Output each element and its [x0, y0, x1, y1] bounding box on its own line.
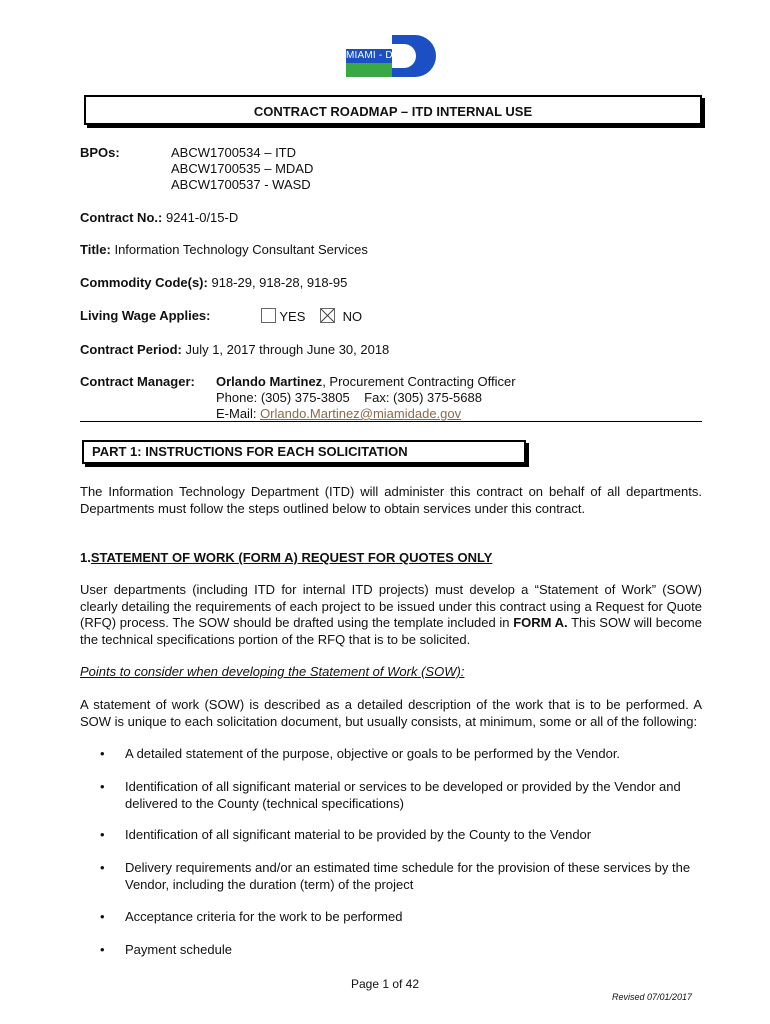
logo-text: MIAMI - DADE: [346, 50, 414, 61]
contract-title-value: Information Technology Consultant Services: [114, 242, 368, 257]
commodity-codes: [80, 275, 347, 291]
bpo-item: ABCW1700535 – MDAD: [171, 161, 314, 176]
form-a-reference: FORM A.: [513, 615, 568, 630]
commodity-codes-value: 918-29, 918-28, 918-95: [211, 275, 348, 290]
part1-heading: PART 1: INSTRUCTIONS FOR EACH SOLICITATION: [82, 440, 526, 464]
section1-paragraph: [80, 582, 702, 648]
section1-para-b: This SOW will become the technical specifications portion of the RFQ that is to be solicited.: [80, 615, 702, 647]
living-wage-label: Living Wage Applies:: [80, 308, 211, 323]
contract-period-value: July 1, 2017 through June 30, 2018: [185, 342, 390, 357]
divider: [80, 421, 702, 422]
living-wage-no[interactable]: [320, 308, 362, 325]
contract-manager-phone: Phone: (305) 375-3805 Fax: (305) 375-5688: [216, 390, 482, 405]
bullet-icon: •: [100, 860, 105, 875]
bullet-icon: •: [100, 827, 105, 842]
commodity-codes-label: Commodity Code(s):: [80, 275, 208, 290]
contract-manager-label: Contract Manager:: [80, 374, 195, 389]
no-checkbox-checked[interactable]: [320, 308, 335, 323]
section1-para-a: User departments (including ITD for internal ITD projects) must develop a “Statement of Work” (SOW) clearly detailing the requirements of each project to be issued under this contract using a Request for Quote (RFQ) process. The SOW should be drafted using the template included in: [80, 582, 702, 630]
checkmark-x-icon: [321, 309, 334, 322]
bpo-item: ABCW1700537 - WASD: [171, 177, 311, 192]
page-number: Page 1 of 42: [350, 977, 420, 991]
yes-checkbox[interactable]: [261, 308, 276, 323]
bpo-item: ABCW1700534 – ITD: [171, 145, 297, 160]
section1-number: 1.: [80, 550, 91, 565]
bullet-icon: •: [100, 942, 105, 957]
bullet-icon: •: [100, 746, 105, 761]
points-heading: Points to consider when developing the Statement of Work (SOW):: [80, 664, 465, 679]
miami-dade-logo: [346, 35, 438, 79]
living-wage-yes[interactable]: [261, 308, 305, 325]
contract-period-label: Contract Period:: [80, 342, 182, 357]
contract-manager-role: , Procurement Contracting Officer: [322, 374, 516, 389]
email-label: E-Mail:: [216, 406, 261, 421]
yes-label: YES: [279, 309, 306, 324]
page-title: CONTRACT ROADMAP – ITD INTERNAL USE: [84, 95, 702, 125]
part1-intro: The Information Technology Department (ITD) will administer this contract on behalf of all departments. Departments must follow the steps outlined below to obtain services under this contract.: [80, 484, 702, 516]
revised-date: Revised 07/01/2017: [612, 992, 693, 1002]
contract-number-label: Contract No.:: [80, 210, 163, 225]
no-label: NO: [342, 309, 363, 324]
sow-description: A statement of work (SOW) is described as a detailed description of the work that is to be performed. A SOW is unique to each solicitation document, but usually consists, at minimum, some or all of the following:: [80, 697, 702, 729]
email-link[interactable]: Orlando.Martinez@miamidade.gov: [260, 406, 462, 421]
logo-green-band: [346, 63, 392, 77]
contract-title-label: Title:: [80, 242, 111, 257]
contract-period: [80, 342, 389, 358]
bullet-icon: •: [100, 779, 105, 794]
bullet-icon: •: [100, 909, 105, 924]
contract-number: [80, 210, 238, 226]
contract-manager-email-line: [216, 406, 461, 422]
contract-manager-name-line: [216, 374, 516, 390]
section1-heading: [80, 550, 492, 566]
contract-manager-name: Orlando Martinez: [216, 374, 323, 389]
contract-title: [80, 242, 368, 258]
contract-number-value: 9241-0/15-D: [165, 210, 239, 225]
bpos-label: BPOs:: [80, 145, 120, 160]
section1-title: STATEMENT OF WORK (FORM A) REQUEST FOR QUOTES ONLY: [90, 550, 493, 565]
